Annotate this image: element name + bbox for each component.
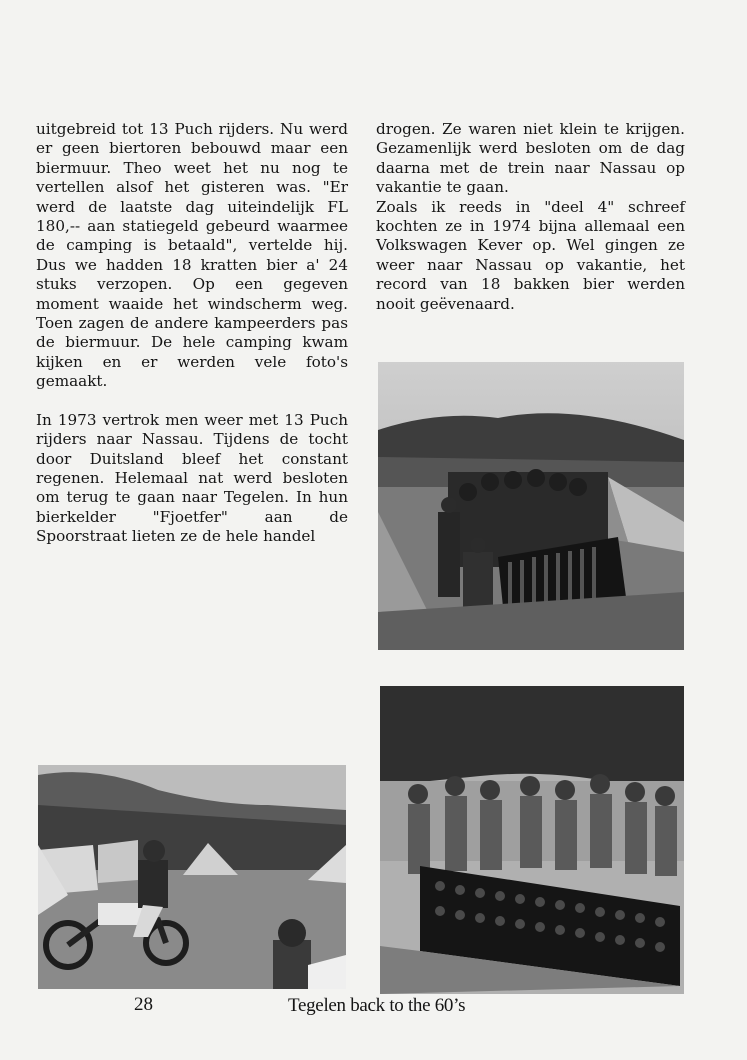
paragraph-drogen: drogen. Ze waren niet klein te krijgen. Gezamenlijk werd besloten om de dag daarna met de trein naar Nassau op vakantie te gaan. bbox=[376, 120, 685, 197]
footer-title: Tegelen back to the 60’s bbox=[288, 995, 466, 1016]
paragraph-1974-volkswagen: Zoals ik reeds in "deel 4" schreef kochten ze in 1974 bijna allemaal een Volkswagen Kever op. Wel gingen ze weer naar Nassau op vakantie, het record van 18 bakken bier werden nooit geëvenaard. bbox=[376, 197, 685, 313]
article-column-left bbox=[36, 120, 348, 547]
paragraph-1973-trip: In 1973 vertrok men weer met 13 Puch rijders naar Nassau. Tijdens de tocht door Duitsland bleef het constant regenen. Helemaal nat werd besloten om terug te gaan naar Tegelen. In hun bierkelder "Fjoetfer" aan de Spoorstraat lieten ze de hele handel bbox=[36, 410, 348, 546]
photo-bottle-wall-group bbox=[380, 686, 684, 994]
photo-moped-rider bbox=[38, 765, 346, 989]
page-number: 28 bbox=[134, 994, 153, 1015]
article-column-right bbox=[376, 120, 685, 314]
paragraph-biermuur: uitgebreid tot 13 Puch rijders. Nu werd er geen biertoren bebouwd maar een biermuur. Theo weet het nu nog te vertellen alsof het gisteren was. "Er werd de laatste dag uiteindelijk FL 180,-- aan statiegeld gebeurd waarmee de camping is betaald", vertelde hij. Dus we hadden 18 kratten bier a' 24 stuks verzopen. Op een gegeven moment waaide het windscherm weg. Toen zagen de andere kampeerders pas de biermuur. De hele camping kwam kijken en er werden vele foto's gemaakt. bbox=[36, 120, 348, 391]
photo-beer-wall-group bbox=[378, 362, 684, 650]
